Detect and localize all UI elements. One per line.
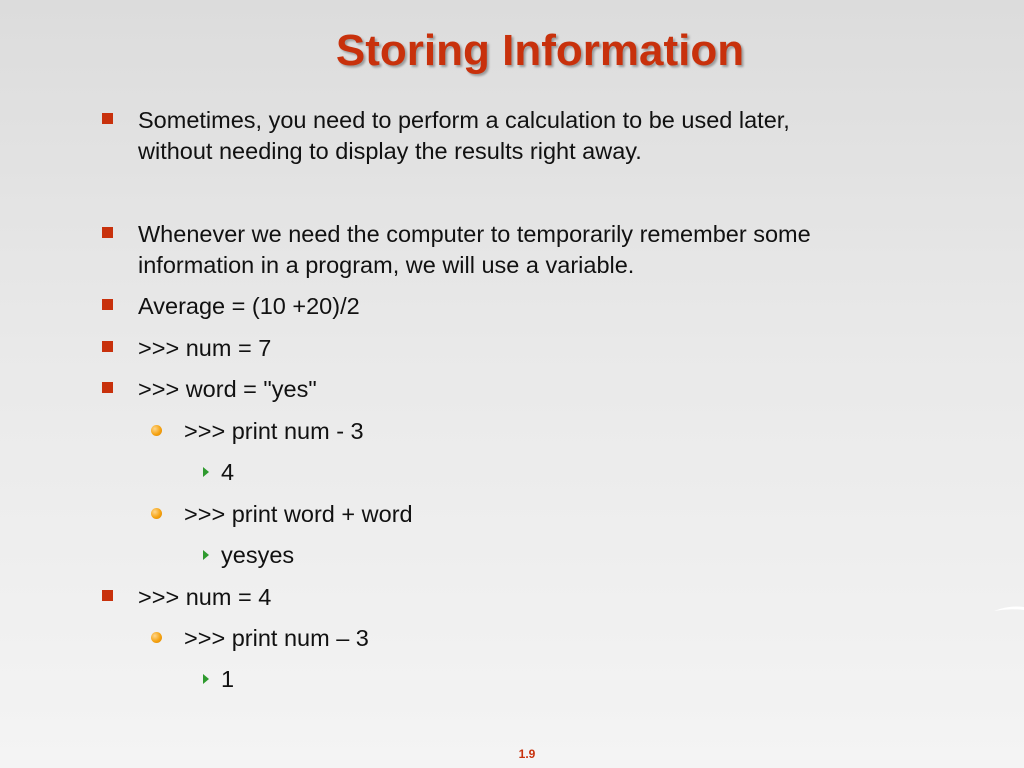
triangle-bullet-icon xyxy=(203,467,209,477)
square-bullet-icon xyxy=(102,299,113,310)
output-text: 1 xyxy=(221,666,235,692)
square-bullet-icon xyxy=(102,590,113,601)
bullet-text: Sometimes, you need to perform a calculation to be used later, xyxy=(138,107,790,133)
bullet-text: Whenever we need the computer to temporarily remember some xyxy=(138,221,811,247)
bullet-text: >>> num = 4 xyxy=(138,584,272,610)
square-bullet-icon xyxy=(102,382,113,393)
slide-title: Storing Information xyxy=(335,26,745,75)
round-bullet-icon xyxy=(151,632,162,643)
sub-bullet-text: >>> print num - 3 xyxy=(184,418,364,444)
slide-number: 1.9 xyxy=(518,747,536,761)
round-bullet-icon xyxy=(151,425,162,436)
sub-bullet-text: >>> print word + word xyxy=(184,501,413,527)
output-text: 4 xyxy=(221,459,235,485)
square-bullet-icon xyxy=(102,113,113,124)
bullet-text: Average = (10 +20)/2 xyxy=(138,293,360,319)
square-bullet-icon xyxy=(102,227,113,238)
decorative-swoosh-icon xyxy=(994,603,1024,615)
triangle-bullet-icon xyxy=(203,550,209,560)
bullet-text: >>> num = 7 xyxy=(138,335,272,361)
round-bullet-icon xyxy=(151,508,162,519)
bullet-text: without needing to display the results right away. xyxy=(138,138,642,164)
sub-bullet-text: >>> print num – 3 xyxy=(184,625,369,651)
bullet-text: >>> word = "yes" xyxy=(138,376,317,402)
triangle-bullet-icon xyxy=(203,674,209,684)
output-text: yesyes xyxy=(221,542,295,568)
bullet-text: information in a program, we will use a variable. xyxy=(138,252,635,278)
square-bullet-icon xyxy=(102,341,113,352)
